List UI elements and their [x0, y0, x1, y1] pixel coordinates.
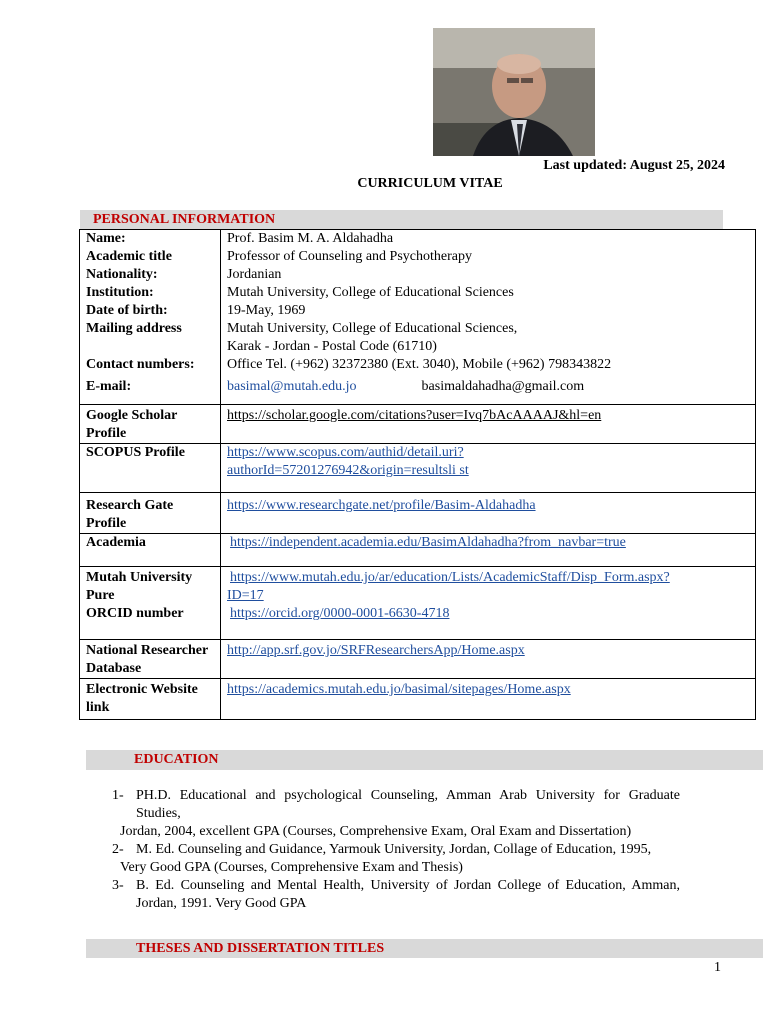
email-label: E-mail:: [80, 374, 221, 405]
dob-label: Date of birth:: [80, 302, 221, 320]
item-number: 1-: [112, 788, 124, 803]
institution-label: Institution:: [80, 284, 221, 302]
personal-info-heading: PERSONAL INFORMATION: [80, 210, 723, 229]
institution-value: Mutah University, College of Educational Sciences: [227, 285, 514, 300]
table-row: [80, 493, 756, 534]
pure-label: Mutah University Pure: [80, 567, 221, 606]
education-list: [108, 787, 680, 913]
mailing-line-2: Karak - Jordan - Postal Code (61710): [227, 339, 437, 354]
table-row: [80, 248, 756, 266]
academia-link[interactable]: https://independent.academia.edu/BasimAldahadha?from_navbar=true: [230, 535, 626, 550]
cv-title: CURRICULUM VITAE: [357, 176, 503, 191]
orcid-link[interactable]: https://orcid.org/0000-0001-6630-4718: [230, 606, 450, 621]
name-value: Prof. Basim M. A. Aldahadha: [221, 230, 756, 249]
website-value: [221, 679, 756, 720]
profile-photo: [433, 28, 595, 156]
item-number: 2-: [112, 842, 124, 857]
table-row: [80, 679, 756, 720]
pure-link-line-2[interactable]: ID=17: [227, 588, 264, 603]
dob-value: 19-May, 1969: [227, 303, 306, 318]
item-text: M. Ed. Counseling and Guidance, Yarmouk University, Jordan, Collage of Education, 1995,: [136, 842, 652, 857]
researchgate-link[interactable]: https://www.researchgate.net/profile/Basim-Aldahadha: [227, 498, 536, 513]
scopus-link-line-2[interactable]: authorId=57201276942&origin=resultsli st: [227, 463, 469, 478]
nrd-label: National Researcher Database: [80, 640, 221, 679]
orcid-value: [221, 605, 756, 640]
table-row: [80, 266, 756, 284]
mailing-value: [221, 320, 756, 356]
scholar-label: Google Scholar Profile: [80, 405, 221, 444]
contact-label: Contact numbers:: [80, 356, 221, 374]
table-row: [80, 405, 756, 444]
website-label: Electronic Website link: [80, 679, 221, 720]
table-row: [80, 640, 756, 679]
item-text: PH.D. Educational and psychological Counseling, Amman Arab University for Graduate Studies,: [136, 788, 680, 821]
academia-value: [221, 534, 756, 567]
list-item: [108, 787, 680, 823]
last-updated: Last updated: August 25, 2024: [543, 158, 725, 173]
academia-label: Academia: [80, 534, 221, 567]
nrd-link[interactable]: http://app.srf.gov.jo/SRFResearchersApp/Home.aspx: [227, 643, 525, 658]
page-number: 1: [714, 960, 721, 975]
scopus-label: SCOPUS Profile: [80, 444, 221, 493]
table-row: [80, 567, 756, 606]
email-value: [221, 374, 756, 405]
contact-value: Office Tel. (+962) 32372380 (Ext. 3040), Mobile (+962) 798343822: [227, 357, 612, 372]
academic-title-label: Academic title: [80, 248, 221, 266]
item-detail: Very Good GPA (Courses, Comprehensive Exam and Thesis): [120, 860, 463, 875]
name-label: Name:: [80, 230, 221, 249]
scopus-link-line-1[interactable]: https://www.scopus.com/authid/detail.uri?: [227, 445, 464, 460]
mailing-line-1: Mutah University, College of Educational Sciences,: [227, 321, 518, 336]
scholar-value: [221, 405, 756, 444]
email-link-1[interactable]: basimal@mutah.edu.jo: [227, 379, 357, 394]
table-row: [80, 230, 756, 249]
table-row: [80, 534, 756, 567]
orcid-label: ORCID number: [80, 605, 221, 640]
mailing-label: Mailing address: [80, 320, 221, 356]
list-item: [108, 877, 680, 913]
website-link[interactable]: https://academics.mutah.edu.jo/basimal/sitepages/Home.aspx: [227, 682, 571, 697]
nationality-value: Jordanian: [227, 267, 282, 282]
table-row: [80, 374, 756, 405]
researchgate-label: Research Gate Profile: [80, 493, 221, 534]
item-text: B. Ed. Counseling and Mental Health, University of Jordan College of Education, Amman, Jordan, 1991. Very Good GPA: [136, 878, 680, 911]
pure-value: [221, 567, 756, 606]
scopus-value: [221, 444, 756, 493]
item-detail: Jordan, 2004, excellent GPA (Courses, Comprehensive Exam, Oral Exam and Dissertation): [120, 824, 632, 839]
table-row: [80, 284, 756, 302]
list-item: [108, 841, 680, 859]
education-heading: EDUCATION: [86, 750, 763, 770]
table-row: [80, 302, 756, 320]
scholar-link[interactable]: https://scholar.google.com/citations?user=Ivq7bAcAAAAJ&hl=en: [227, 408, 602, 423]
theses-heading: THESES AND DISSERTATION TITLES: [86, 939, 763, 958]
researchgate-value: [221, 493, 756, 534]
nrd-value: [221, 640, 756, 679]
table-row: [80, 320, 756, 356]
academic-title-value: Professor of Counseling and Psychotherapy: [227, 249, 472, 264]
table-row: [80, 444, 756, 493]
item-number: 3-: [112, 878, 124, 893]
pure-link-line-1[interactable]: https://www.mutah.edu.jo/ar/education/Lists/AcademicStaff/Disp_Form.aspx?: [230, 570, 670, 585]
nationality-label: Nationality:: [80, 266, 221, 284]
personal-info-table: [79, 229, 756, 720]
email-link-2[interactable]: basimaldahadha@gmail.com: [421, 379, 585, 394]
table-row: [80, 605, 756, 640]
table-row: [80, 356, 756, 374]
